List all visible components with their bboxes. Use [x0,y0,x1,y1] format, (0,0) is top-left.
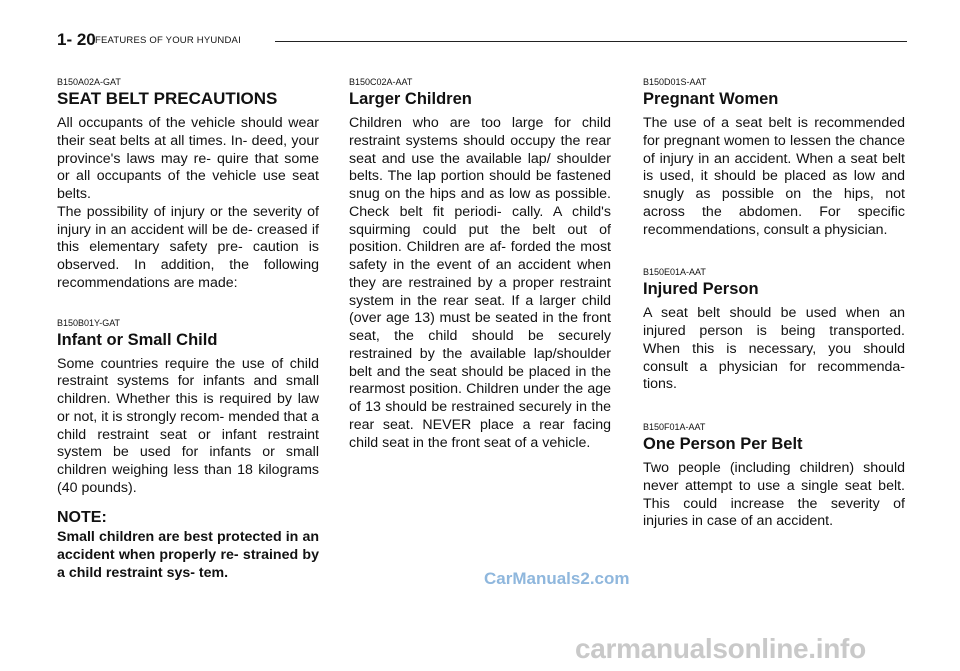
section-code: B150F01A-AAT [643,422,706,432]
section-code: B150B01Y-GAT [57,317,121,328]
infant-small-child-heading: Infant or Small Child [57,330,218,349]
section-code: B150C02A-AAT [349,77,413,87]
column-3 [643,76,905,531]
section-code: B150A02A-GAT [57,77,121,87]
section-code: B150D01S-AAT [643,77,707,87]
injured-person-heading: Injured Person [643,280,759,299]
pregnant-women-heading: Pregnant Women [643,90,779,108]
infant-paragraph: Some countries require the use of child restraint systems for infants and small children. Whether this is required by law or not, it is strongly recom- mended that a child restraint seat or infant restraint system be used for infants or small children weighing less than 18 kilograms (40 pounds). [57,355,319,496]
watermark-carmanualsonline: carmanualsonline.info [575,633,866,664]
precautions-paragraph-1: All occupants of the vehicle should wear their seat belts at all times. In- deed, your province's laws may re- quire that some or all occupants of the vehicle use seat belts. [57,115,319,202]
page-header [57,30,907,54]
precautions-paragraph-2: The possibility of injury or the severity of injury in an accident will be de- creased if this elementary safety pre- caution is observed. In addition, the following recommendations are made: [57,203,319,291]
header-rule [275,41,907,42]
page-number: 1- 20 [57,30,96,49]
pregnant-women-paragraph: The use of a seat belt is recommended for pregnant women to lessen the chance of injury in an accident. When a seat belt is used, it should be placed as low and snugly as possible on the hips, not across the abdomen. For specific recommendations, consult a physician. [643,115,905,238]
larger-children-heading: Larger Children [349,90,472,108]
one-person-per-belt-heading: One Person Per Belt [643,435,803,453]
one-person-per-belt-paragraph: Two people (including children) should never attempt to use a single seat belt. This could increase the severity of injuries in case of an accident. [643,460,905,530]
section-title: FEATURES OF YOUR HYUNDAI [95,35,241,46]
larger-children-paragraph: Children who are too large for child restraint systems should occupy the rear seat and use the available lap/ shoulder belts. The lap portion should be fastened snug on the hips and as low as possible. Check belt fit periodi- cally. A child's squirming could put the belt out of position. Children are af- forded the most safety in the event of an accident when they are restrained by a proper restraint system in the rear seat. If a larger child (over age 13) must be seated in the front seat, the child should be securely restrained by the available lap/shoulder belt and the seat should be placed in the rearmost position. Children under the age of 13 should be restrained securely in the rear seat. NEVER place a rear facing child seat in the front seat of a vehicle. [349,115,611,451]
column-2 [349,76,611,452]
note-text: Small children are best protected in an accident when properly re- strained by a child restraint sys- tem. [57,528,319,581]
watermark-carmanuals2: CarManuals2.com [484,569,630,588]
injured-person-paragraph: A seat belt should be used when an injured person is being transported. When this is necessary, you should consult a physician for recommenda- tions. [643,305,905,393]
seat-belt-precautions-heading: SEAT BELT PRECAUTIONS [57,89,278,108]
note-heading: NOTE: [57,508,107,526]
column-1 [57,76,319,582]
section-code: B150E01A-AAT [643,267,706,278]
